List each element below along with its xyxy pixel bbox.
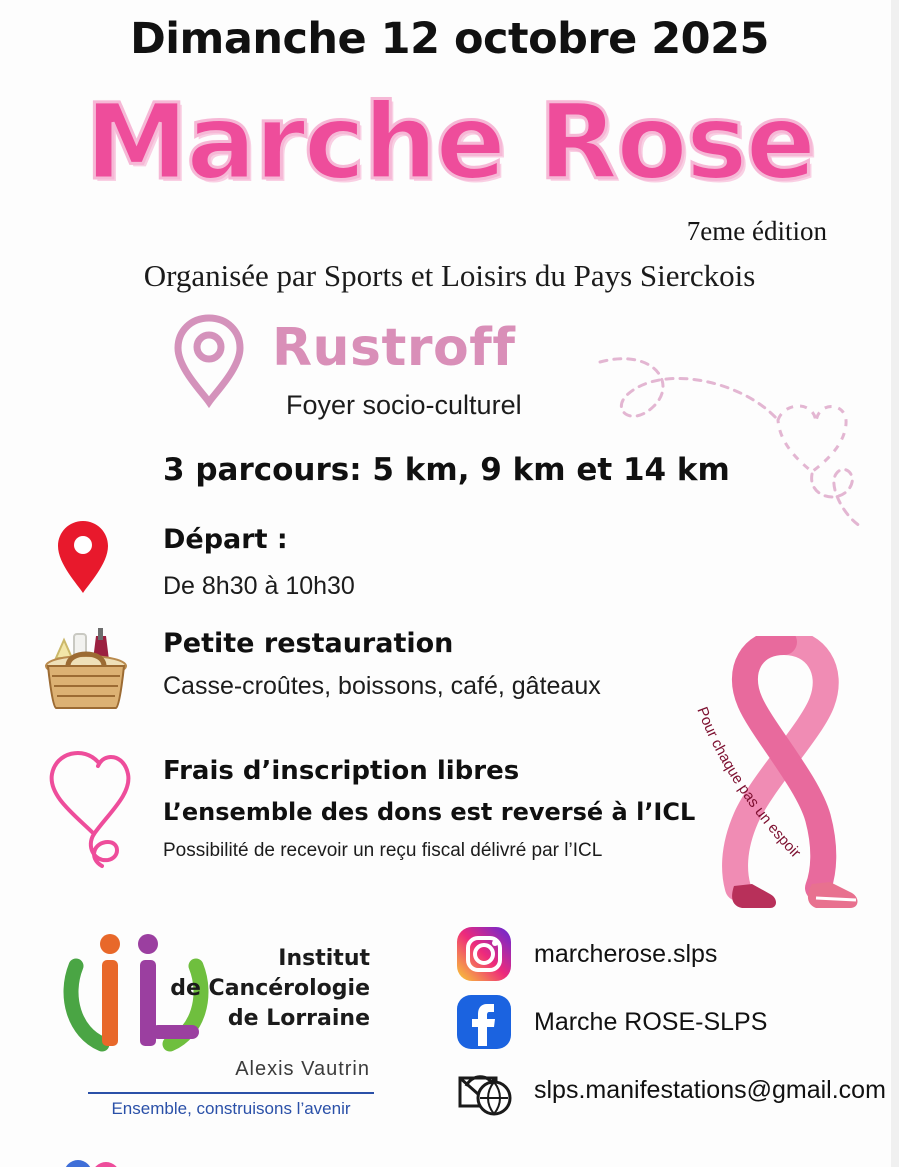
- page-edge-strip: [891, 0, 899, 1167]
- contact-instagram[interactable]: [456, 926, 717, 982]
- icl-person-name: Alexis Vautrin: [235, 1058, 370, 1080]
- bottom-partial-logo-icon: [62, 1150, 122, 1167]
- heart-swirl-decoration-icon: [592, 350, 867, 535]
- pink-ribbon-icon: [666, 636, 866, 914]
- location-pin-outline-icon: [166, 312, 252, 408]
- venue-name: Foyer socio-culturel: [286, 390, 522, 420]
- facebook-icon: [456, 994, 512, 1050]
- icl-name-line1: Institut: [278, 946, 370, 971]
- depart-title: Départ :: [163, 524, 288, 555]
- fees-title: Frais d’inscription libres: [163, 756, 520, 786]
- contact-facebook[interactable]: [456, 994, 767, 1050]
- city-name: Rustroff: [272, 318, 516, 378]
- icl-tagline: Ensemble, construisons l’avenir: [88, 1092, 374, 1119]
- edition-label: 7eme édition: [686, 216, 827, 246]
- picnic-basket-icon: [34, 614, 138, 714]
- food-detail: Casse-croûtes, boissons, café, gâteaux: [163, 672, 601, 700]
- page-title: Marche Rose: [84, 81, 815, 203]
- instagram-icon: [456, 926, 512, 982]
- event-date: Dimanche 12 octobre 2025: [130, 14, 769, 64]
- fees-receipt-note: Possibilité de recevoir un reçu fiscal délivré par l’ICL: [163, 840, 603, 861]
- instagram-handle: marcherose.slps: [534, 939, 718, 968]
- organiser-label: Organisée par Sports et Loisirs du Pays Sierckois: [143, 258, 756, 293]
- fees-donation: L’ensemble des dons est reversé à l’ICL: [163, 798, 696, 826]
- email-icon: [456, 1062, 512, 1118]
- svg-text:Pour chaque pas un espoir: Pour chaque pas un espoir: [693, 704, 804, 862]
- facebook-page: Marche ROSE-SLPS: [534, 1007, 768, 1036]
- contact-email[interactable]: [456, 1062, 886, 1118]
- depart-detail: De 8h30 à 10h30: [163, 572, 355, 600]
- icl-name: [170, 944, 370, 1034]
- email-address: slps.manifestations@gmail.com: [534, 1075, 886, 1104]
- heart-swirl-icon: [32, 742, 142, 872]
- icl-name-line2: de Cancérologie: [170, 976, 370, 1001]
- map-pin-icon: [56, 519, 110, 595]
- routes-summary: 3 parcours: 5 km, 9 km et 14 km: [163, 452, 730, 488]
- icl-name-line3: de Lorraine: [227, 1006, 370, 1031]
- food-title: Petite restauration: [163, 628, 454, 659]
